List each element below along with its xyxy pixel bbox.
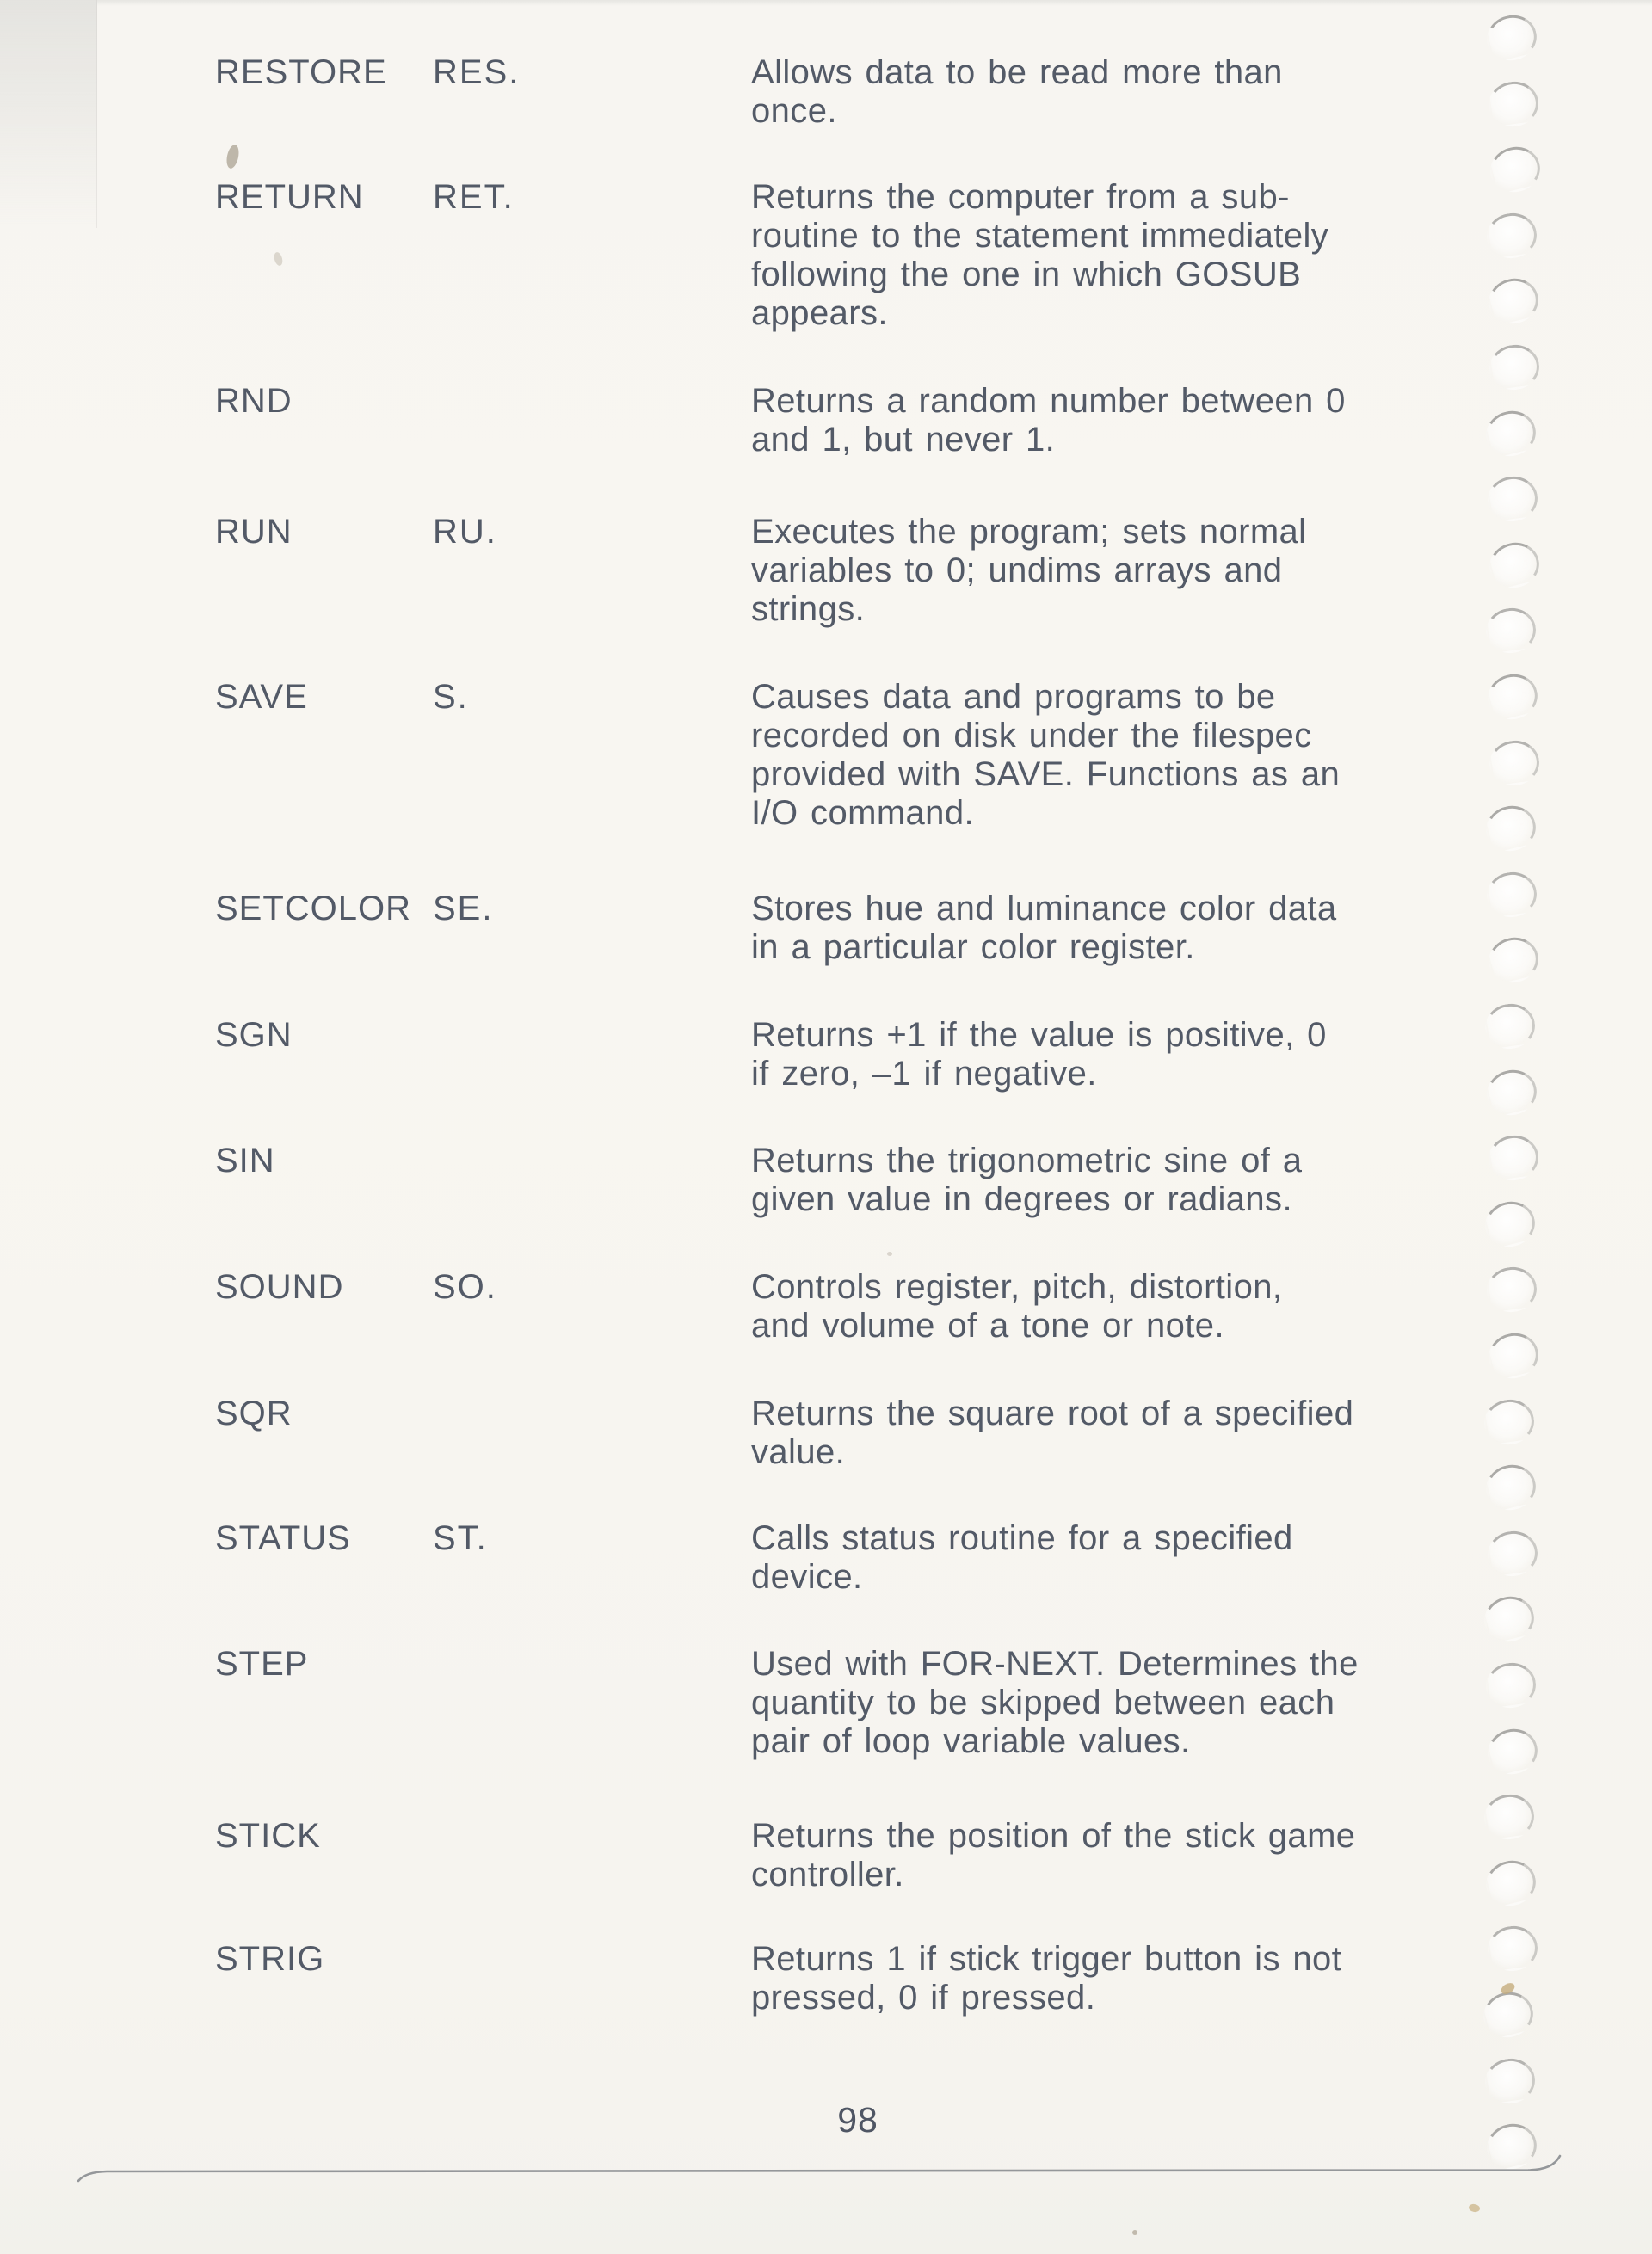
description-line: Returns the square root of a specified (751, 1395, 1354, 1432)
description-line: pair of loop variable values. (751, 1722, 1191, 1760)
command-abbreviation: S. (433, 678, 469, 716)
description-line: pressed, 0 if pressed. (751, 1979, 1096, 2017)
description-line: routine to the statement immediately (751, 217, 1329, 255)
command-abbreviation: SE. (433, 890, 494, 927)
description-line: provided with SAVE. Functions as an (751, 755, 1341, 793)
command-name: RESTORE (215, 53, 387, 91)
description-line: Returns a random number between 0 (751, 382, 1346, 420)
command-abbreviation: RES. (433, 53, 521, 91)
description-line: controller. (751, 1856, 904, 1894)
description-line: recorded on disk under the filespec (751, 717, 1312, 754)
description-line: Returns the computer from a sub- (751, 178, 1290, 216)
command-name: RUN (215, 513, 293, 551)
description-line: Allows data to be read more than (751, 53, 1283, 91)
description-line: quantity to be skipped between each (751, 1684, 1335, 1721)
command-abbreviation: ST. (433, 1519, 488, 1557)
description-line: if zero, –1 if negative. (751, 1055, 1097, 1093)
page-number: 98 (837, 2100, 878, 2140)
command-name: SGN (215, 1016, 293, 1054)
description-line: Executes the program; sets normal (751, 513, 1307, 551)
command-abbreviation: RET. (433, 178, 515, 216)
command-name: STRIG (215, 1940, 325, 1978)
description-line: Stores hue and luminance color data (751, 890, 1337, 927)
description-line: given value in degrees or radians. (751, 1180, 1292, 1218)
description-line: Calls status routine for a specified (751, 1519, 1293, 1557)
description-line: appears. (751, 294, 888, 332)
description-line: Causes data and programs to be (751, 678, 1276, 716)
paper-speck (887, 1252, 892, 1256)
command-abbreviation: RU. (433, 513, 497, 551)
command-name: SOUND (215, 1268, 344, 1306)
command-name: STICK (215, 1817, 321, 1855)
command-abbreviation: SO. (433, 1268, 497, 1306)
description-line: I/O command. (751, 794, 974, 832)
description-line: value. (751, 1433, 846, 1471)
description-line: variables to 0; undims arrays and (751, 551, 1283, 589)
description-line: Controls register, pitch, distortion, (751, 1268, 1283, 1306)
paper-speck (1132, 2230, 1137, 2235)
command-name: STATUS (215, 1519, 351, 1557)
description-line: Returns the position of the stick game (751, 1817, 1356, 1855)
description-line: following the one in which GOSUB (751, 256, 1302, 293)
description-line: strings. (751, 590, 866, 628)
command-name: SETCOLOR (215, 890, 412, 927)
description-line: Returns the trigonometric sine of a (751, 1142, 1303, 1179)
description-line: once. (751, 92, 837, 130)
command-name: STEP (215, 1645, 309, 1683)
command-name: SIN (215, 1142, 275, 1179)
description-line: in a particular color register. (751, 928, 1195, 966)
description-line: and 1, but never 1. (751, 421, 1056, 459)
command-name: SAVE (215, 678, 308, 716)
command-name: RETURN (215, 178, 364, 216)
command-name: SQR (215, 1395, 293, 1432)
command-name: RND (215, 382, 293, 420)
description-line: Returns 1 if stick trigger button is not (751, 1940, 1342, 1978)
description-line: Used with FOR-NEXT. Determines the (751, 1645, 1359, 1683)
description-line: Returns +1 if the value is positive, 0 (751, 1016, 1327, 1054)
description-line: device. (751, 1558, 863, 1596)
description-line: and volume of a tone or note. (751, 1307, 1224, 1345)
